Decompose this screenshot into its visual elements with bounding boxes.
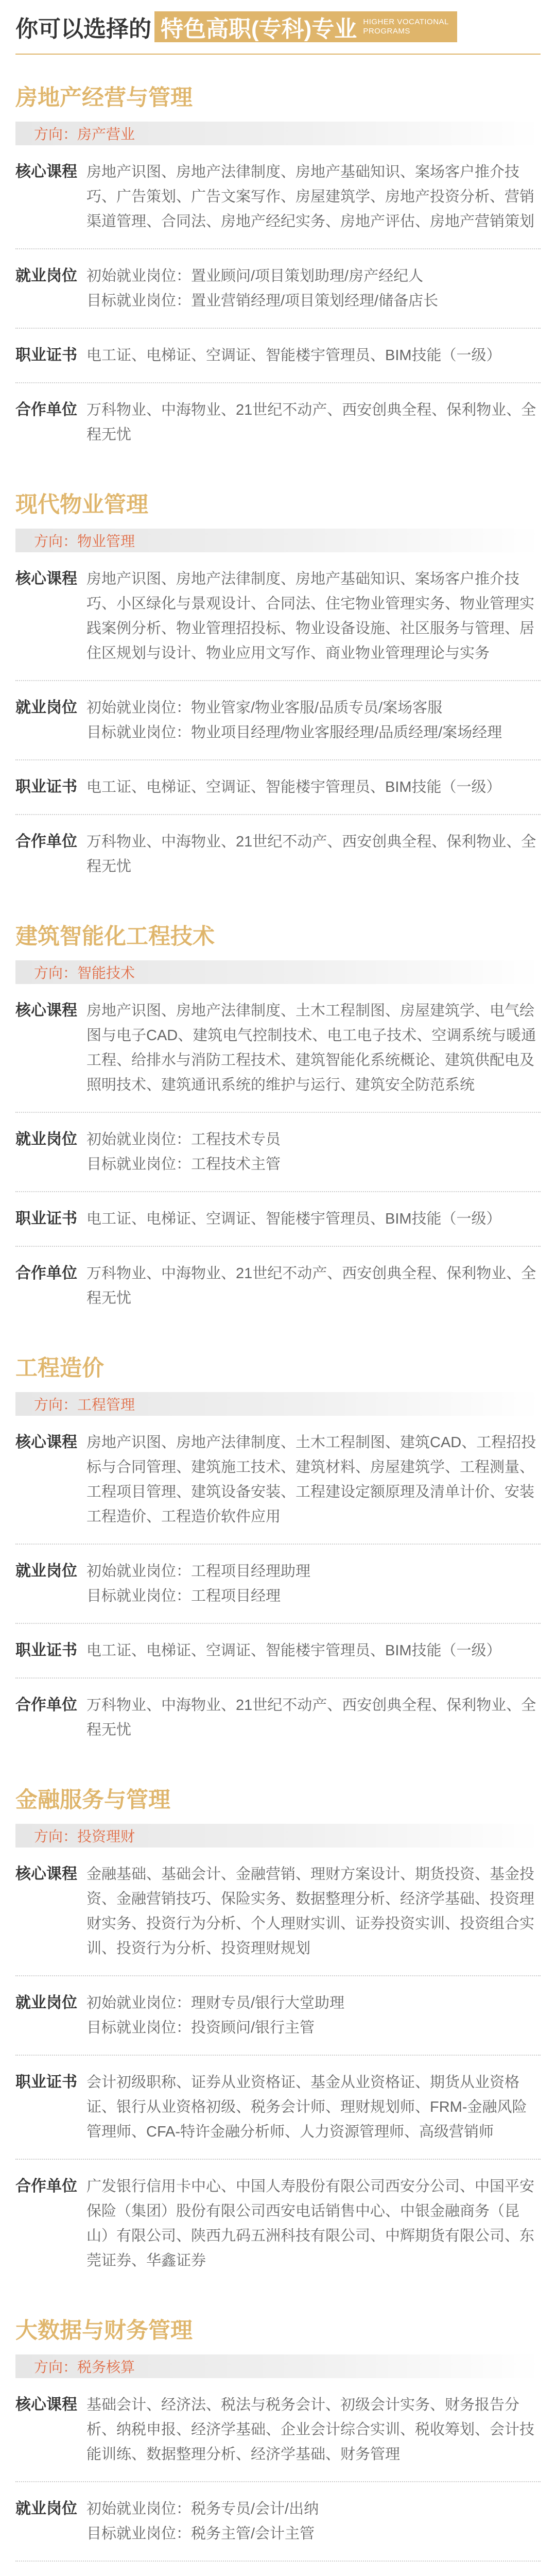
info-row-content [86,1693,541,1742]
program-title: 金融服务与管理 [15,1788,170,1812]
info-row-label: 职业证书 [15,347,77,364]
info-row-label: 核心课程 [15,1002,77,1019]
info-row-label: 就业岗位 [15,1994,77,2011]
info-row-text: 电工证、电梯证、空调证、智能楼宇管理员、BIM技能（一级） [86,1211,501,1227]
info-row [15,248,541,328]
info-row-content [86,1127,541,1177]
info-row-content [86,2070,541,2144]
info-row-content [86,160,541,234]
program-direction: 方向：工程管理 [15,1392,541,1416]
info-row [15,2055,541,2159]
info-row-label: 职业证书 [15,1210,77,1227]
info-row-content [86,998,541,1097]
info-row-text: 万科物业、中海物业、21世纪不动产、西安创典全程、保利物业、全程无忧 [86,1697,536,1738]
program-section [0,2287,556,2576]
program-direction: 方向：物业管理 [15,529,541,552]
info-row-text: 目标就业岗位：税务主管/会计主管 [86,2526,315,2542]
page-header [0,0,556,54]
info-row [15,2561,541,2576]
info-row-label: 职业证书 [15,2074,77,2091]
info-row-content [86,398,541,447]
info-row [15,814,541,893]
program-direction: 方向：投资理财 [15,1824,541,1848]
info-row [15,328,541,382]
info-row-text: 万科物业、中海物业、21世纪不动产、西安创典全程、保利物业、全程无忧 [86,1265,536,1307]
info-row-text: 基础会计、经济法、税法与税务会计、初级会计实务、财务报告分析、纳税申报、经济学基础、企业会计综合实训、税收筹划、会计技能训练、数据整理分析、经济学基础、财务管理 [86,2397,535,2463]
program-section [0,1325,556,1757]
program-title: 工程造价 [15,1356,104,1381]
english-subtitle-line-1: HIGHER VOCATIONAL [363,18,449,26]
info-row [15,1975,541,2055]
info-row [15,1246,541,1325]
info-row-label: 职业证书 [15,778,77,795]
info-row-content [86,264,541,313]
info-row-label: 合作单位 [15,1697,77,1714]
info-row-text: 万科物业、中海物业、21世纪不动产、西安创典全程、保利物业、全程无忧 [86,402,536,443]
info-row-text: 目标就业岗位：工程技术主管 [86,1156,281,1173]
info-row-text: 目标就业岗位：投资顾问/银行主管 [86,2020,315,2036]
info-row-text: 目标就业岗位：物业项目经理/物业客服经理/品质经理/案场经理 [86,724,502,741]
info-row [15,1416,541,1544]
program-section [0,462,556,893]
info-row-label: 职业证书 [15,1642,77,1659]
info-row [15,1112,541,1191]
info-row [15,2378,541,2481]
info-row [15,1848,541,1975]
info-row [15,2159,541,2287]
info-row-text: 房地产识图、房地产法律制度、房地产基础知识、案场客户推介技巧、广告策划、广告文案写作、房屋建筑学、房地产投资分析、营销渠道管理、合同法、房地产经纪实务、房地产评估、房地产营销策划 [86,164,535,230]
info-row-content [86,1638,541,1663]
program-direction: 方向：智能技术 [15,960,541,984]
highlight-title: 特色高职(专科)专业 [161,16,357,42]
info-row [15,759,541,814]
info-row-text: 初始就业岗位：理财专员/银行大堂助理 [86,1995,345,2011]
info-row-content [86,1207,541,1231]
info-row-content [86,1991,541,2040]
program-title: 建筑智能化工程技术 [15,924,215,949]
info-row-label: 合作单位 [15,1265,77,1282]
info-row [15,1623,541,1677]
program-section [0,893,556,1325]
program-list [0,55,556,2576]
info-row-text: 会计初级职称、证券从业资格证、基金从业资格证、期货从业资格证、银行从业资格初级、税务会计师、理财规划师、FRM-金融风险管理师、CFA-特许金融分析师、人力资源管理师、高级营销师 [86,2074,527,2140]
info-row [15,2481,541,2561]
info-row-content [86,2497,541,2546]
info-row-text: 电工证、电梯证、空调证、智能楼宇管理员、BIM技能（一级） [86,779,501,795]
info-row-content [86,343,541,368]
program-title: 大数据与财务管理 [15,2318,193,2343]
info-row-content [86,567,541,666]
info-row-text: 目标就业岗位：工程项目经理 [86,1588,281,1604]
program-section [0,1757,556,2287]
info-row-text: 电工证、电梯证、空调证、智能楼宇管理员、BIM技能（一级） [86,1642,501,1659]
info-row-text: 房地产识图、房地产法律制度、土木工程制图、建筑CAD、工程招投标与合同管理、建筑施工技术、建筑材料、房屋建筑学、工程测量、工程项目管理、建筑设备安装、工程建设定额原理及清单计价、安装工程造价、工程造价软件应用 [86,1434,536,1525]
info-row-content [86,1862,541,1961]
info-row-text: 广发银行信用卡中心、中国人寿股份有限公司西安分公司、中国平安保险（集团）股份有限公司西安电话销售中心、中银金融商务（昆山）有限公司、陕西九码五洲科技有限公司、中辉期货有限公司、东莞证券、华鑫证券 [86,2178,535,2269]
info-row [15,1191,541,1246]
info-row-text: 初始就业岗位：物业管家/物业客服/品质专员/案场客服 [86,700,443,716]
english-subtitle [363,18,449,36]
info-row-content [86,2174,541,2273]
info-row-label: 就业岗位 [15,699,77,716]
info-row-text: 初始就业岗位：税务专员/会计/出纳 [86,2501,319,2517]
info-row-label: 就业岗位 [15,267,77,284]
english-subtitle-line-2: PROGRAMS [363,27,410,36]
info-row-content [86,696,541,745]
info-row [15,1677,541,1757]
info-row-text: 电工证、电梯证、空调证、智能楼宇管理员、BIM技能（一级） [86,347,501,364]
info-row-label: 核心课程 [15,163,77,180]
info-row-text: 房地产识图、房地产法律制度、房地产基础知识、案场客户推介技巧、小区绿化与景观设计、合同法、住宅物业管理实务、物业管理实践案例分析、物业管理招投标、物业设备设施、社区服务与管理、居住区规划与设计、物业应用文写作、商业物业管理理论与实务 [86,571,535,662]
info-row-label: 核心课程 [15,1434,77,1451]
info-row-label: 合作单位 [15,401,77,418]
program-title: 现代物业管理 [15,493,148,517]
info-row-label: 就业岗位 [15,2500,77,2517]
highlight-box [154,11,457,42]
info-row-label: 合作单位 [15,2178,77,2195]
info-row [15,145,541,248]
program-direction: 方向：房产营业 [15,122,541,145]
info-row [15,984,541,1112]
info-row-text: 目标就业岗位：置业营销经理/项目策划经理/储备店长 [86,293,439,309]
program-title: 房地产经营与管理 [15,86,193,110]
program-section [0,55,556,462]
info-row-content [86,1559,541,1608]
info-row-label: 核心课程 [15,1866,77,1883]
info-row-content [86,829,541,879]
info-row-content [86,1261,541,1311]
info-row-text: 房地产识图、房地产法律制度、土木工程制图、房屋建筑学、电气绘图与电子CAD、建筑电气控制技术、电工电子技术、空调系统与暖通工程、给排水与消防工程技术、建筑智能化系统概论、建筑供配电及照明技术、建筑通讯系统的维护与运行、建筑安全防范系统 [86,1003,536,1093]
info-row-label: 合作单位 [15,833,77,850]
page-title: 你可以选择的 [15,16,151,42]
info-row-label: 就业岗位 [15,1131,77,1148]
program-direction: 方向：税务核算 [15,2354,541,2378]
info-row-label: 核心课程 [15,2396,77,2413]
info-row [15,680,541,759]
info-row-text: 万科物业、中海物业、21世纪不动产、西安创典全程、保利物业、全程无忧 [86,834,536,875]
info-row-label: 就业岗位 [15,1563,77,1580]
info-row-text: 初始就业岗位：置业顾问/项目策划助理/房产经纪人 [86,268,424,284]
info-row-content [86,2393,541,2467]
info-row-content [86,775,541,800]
info-row-label: 核心课程 [15,570,77,587]
info-row-content [86,1430,541,1529]
info-row-text: 金融基础、基础会计、金融营销、理财方案设计、期货投资、基金投资、金融营销技巧、保险实务、数据整理分析、经济学基础、投资理财实务、投资行为分析、个人理财实训、证券投资实训、投资组合实训、投资行为分析、投资理财规划 [86,1866,535,1957]
info-row-text: 初始就业岗位：工程技术专员 [86,1131,281,1148]
info-row-text: 初始就业岗位：工程项目经理助理 [86,1563,311,1580]
info-row [15,1544,541,1623]
info-row [15,382,541,462]
info-row [15,552,541,680]
